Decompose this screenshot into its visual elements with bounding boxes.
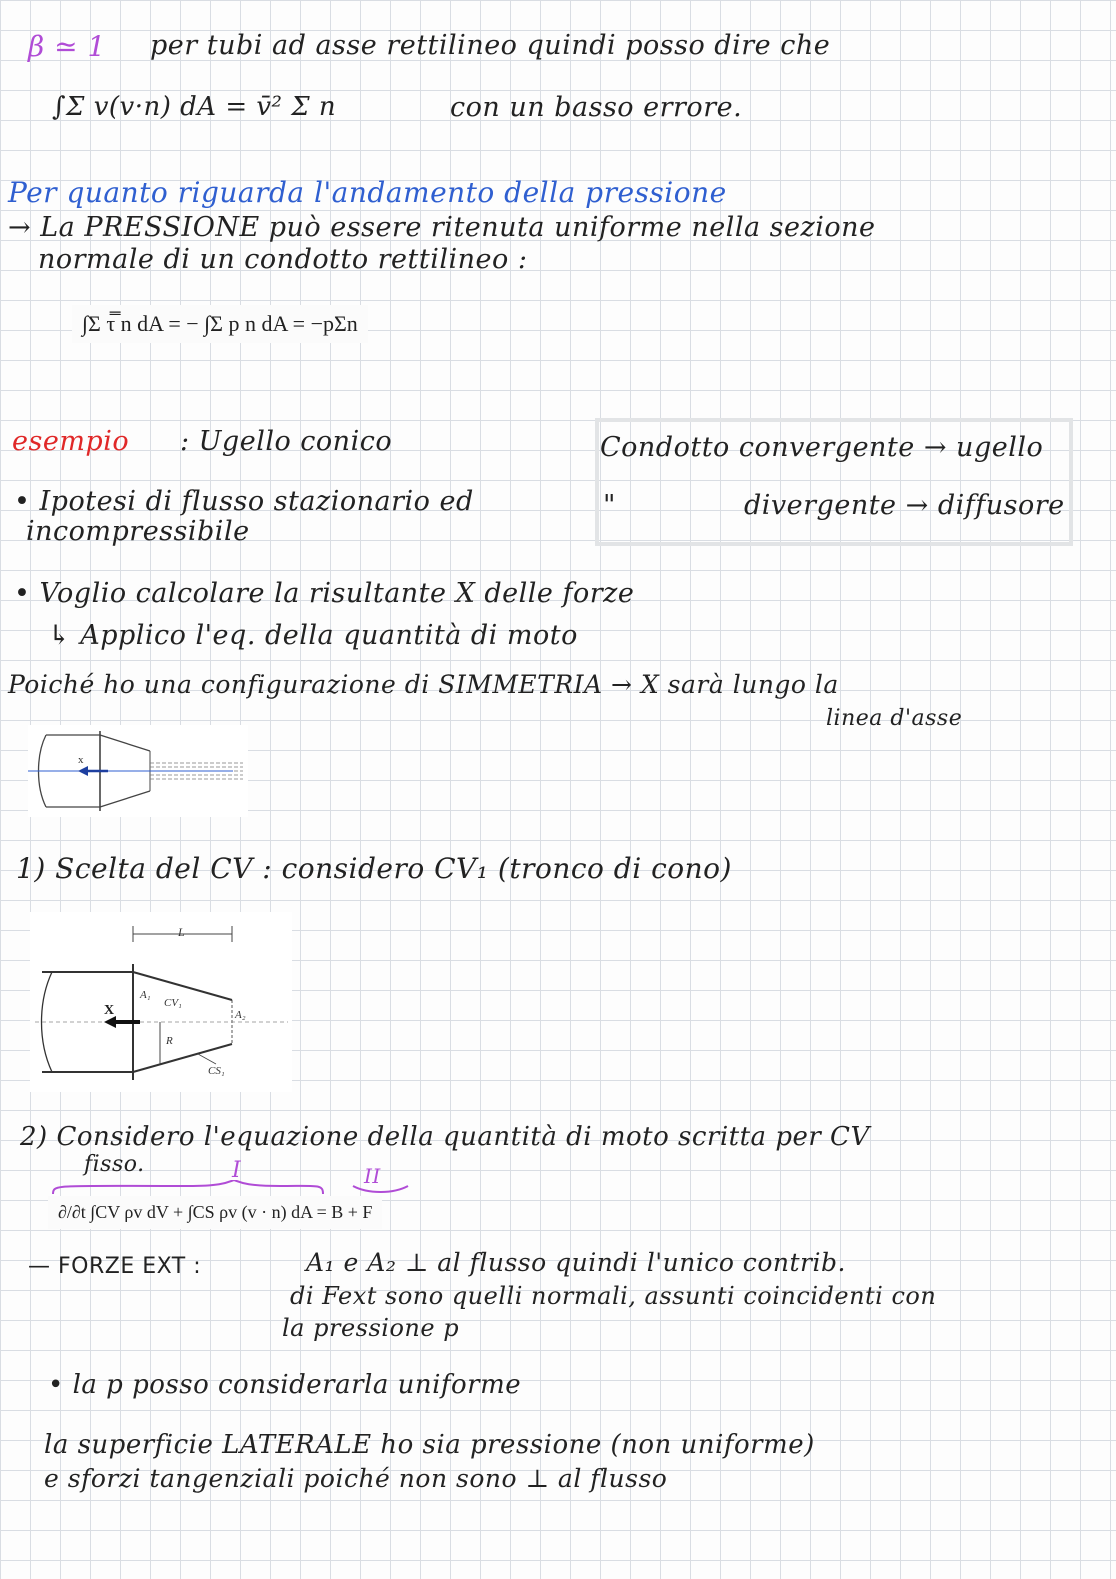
symmetry-line-2: linea d'asse <box>826 706 963 731</box>
pressure-equation: ∫Σ τ̿ n dA = − ∫Σ p n dA = −pΣn <box>72 305 368 343</box>
box-ditto-mark: " <box>603 490 616 521</box>
example-title: : Ugello conico <box>180 426 393 457</box>
goal-line-1: • Voglio calcolare la risultante X delle forze <box>14 578 635 609</box>
momentum-equation: ∂/∂t ∫CV ρv dV + ∫CS ρv (v · n) dA = B + F <box>48 1196 382 1229</box>
fig2-L-label: L <box>178 925 185 939</box>
example-label: esempio <box>12 426 130 457</box>
symmetry-line-1: Poiché ho una configurazione di SIMMETRIA → X sarà lungo la <box>8 670 839 699</box>
forces-label: — FORZE EXT : <box>28 1254 202 1279</box>
forces-line-1: A₁ e A₂ ⊥ al flusso quindi l'unico contrib. <box>306 1248 846 1277</box>
fig1-x-label: x <box>78 754 84 766</box>
nozzle-figure-2 <box>30 912 292 1092</box>
note-line-1: per tubi ad asse rettilineo quindi posso dire che <box>150 30 831 61</box>
fig2-A1-label: A₁ <box>140 989 151 1001</box>
fig2-R-label: R <box>166 1035 173 1047</box>
fig2-CV1-label: CV₁ <box>164 997 182 1009</box>
step-2-line-1: 2) Considero l'equazione della quantità di moto scritta per CV <box>20 1122 870 1152</box>
forces-line-3: la pressione p <box>282 1314 460 1342</box>
term-II-marker: II <box>364 1164 381 1188</box>
hypothesis-line-2: incompressibile <box>26 516 250 547</box>
forces-line-2: di Fext sono quelli normali, assunti coincidenti con <box>290 1282 937 1310</box>
fig2-CS1-label: CS₁ <box>208 1065 225 1077</box>
integral-equation-1: ∫Σ v(v·n) dA = v̄² Σ n <box>52 92 337 122</box>
lateral-line-1: la superficie LATERALE ho sia pressione (non uniforme) <box>44 1430 815 1460</box>
uniform-pressure: • la p posso considerarla uniforme <box>48 1370 522 1400</box>
fig2-A2-label: A₂ <box>235 1009 246 1021</box>
step-2-line-2: fisso. <box>84 1152 145 1177</box>
note-line-2: con un basso errore. <box>450 92 743 123</box>
box-line-2: divergente → diffusore <box>744 490 1065 521</box>
hypothesis-line-1: • Ipotesi di flusso stazionario ed <box>14 486 474 517</box>
pressure-line-2: normale di un condotto rettilineo : <box>38 244 528 275</box>
lateral-line-2: e sforzi tangenziali poiché non sono ⊥ al flusso <box>44 1464 668 1493</box>
box-line-1: Condotto convergente → ugello <box>600 432 1044 463</box>
fig2-X-label: X <box>104 1003 115 1018</box>
step-1: 1) Scelta del CV : considero CV₁ (tronco di cono) <box>16 852 732 885</box>
nozzle-figure-1 <box>28 725 248 817</box>
pressure-line-1: → La PRESSIONE può essere ritenuta uniforme nella sezione <box>8 212 876 243</box>
goal-line-2: ↳ Applico l'eq. della quantità di moto <box>48 620 578 651</box>
term-I-marker: I <box>232 1158 242 1183</box>
pressure-heading: Per quanto riguarda l'andamento della pressione <box>8 176 727 209</box>
beta-symbol: β ≃ 1 <box>28 30 106 63</box>
